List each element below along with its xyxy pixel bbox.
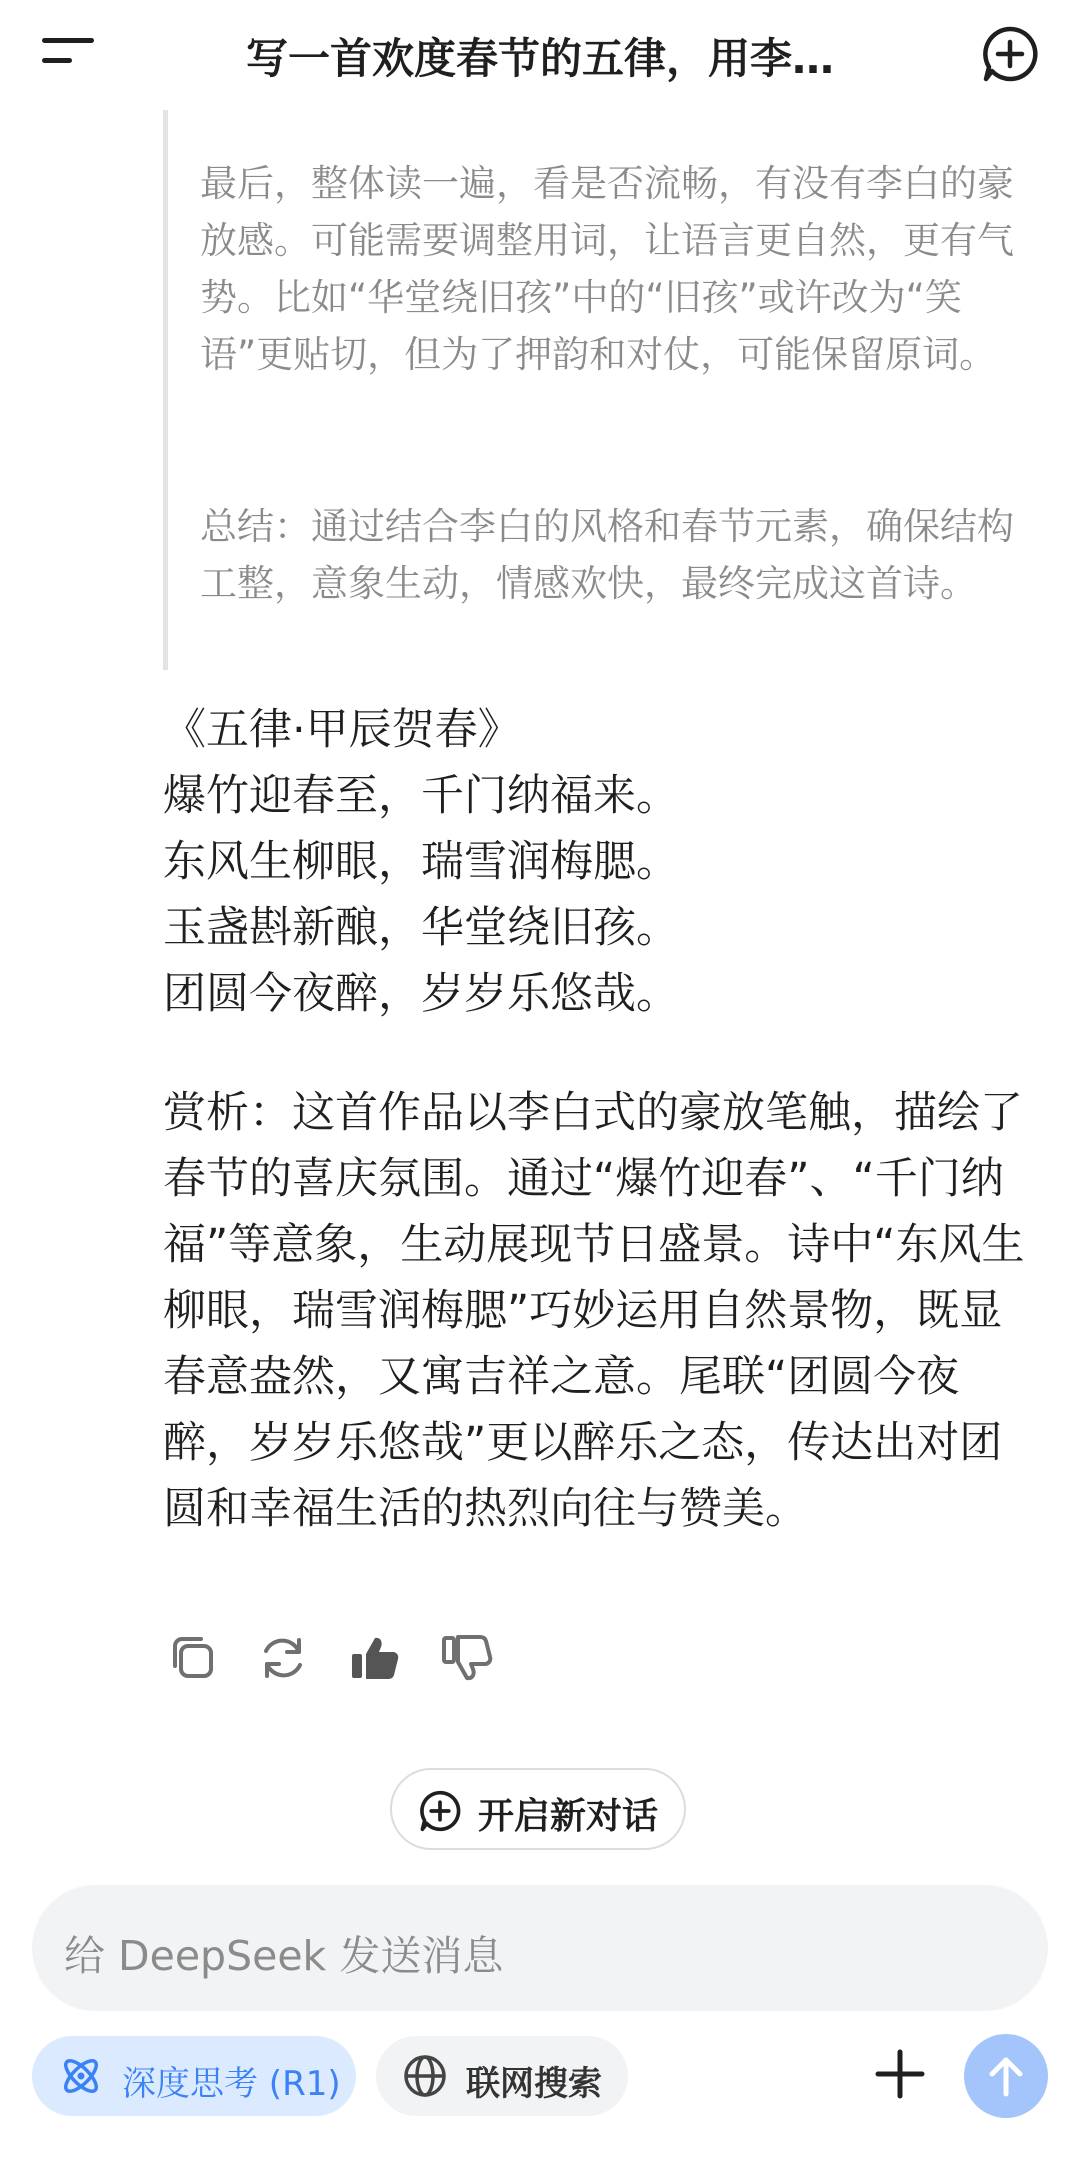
poem-line: 东风生柳眼，瑞雪润梅腮。 [163, 837, 679, 887]
attach-plus-icon[interactable] [872, 2046, 928, 2102]
page-title: 写一首欢度春节的五律，用李… [245, 34, 834, 83]
poem-line: 爆竹迎春至，千门纳福来。 [163, 771, 679, 821]
new-conversation-button[interactable] [390, 1768, 686, 1850]
menu-icon[interactable] [40, 30, 96, 74]
new-conversation-label: 开启新对话 [478, 1796, 659, 1837]
poem [163, 697, 1043, 1027]
poem-line: 团圆今夜醉，岁岁乐悠哉。 [163, 969, 679, 1019]
deep-think-toggle[interactable] [32, 2036, 356, 2116]
message-input-placeholder: 给 DeepSeek 发送消息 [64, 1932, 504, 1980]
new-chat-icon [418, 1789, 462, 1833]
atom-icon [58, 2053, 104, 2099]
analysis-text: 赏析：这首作品以李白式的豪放笔触，描绘了春节的喜庆氛围。通过“爆竹迎春”、“千门纳福”等意象，生动展现节日盛景。诗中“东风生柳眼，瑞雪润梅腮”巧妙运用自然景物，既显春意盎然，又寓吉祥之意。尾联“团圆今夜醉，岁岁乐悠哉”更以醉乐之态，传达出对团圆和幸福生活的热烈向往与赞美。 [163, 1088, 1025, 1534]
arrow-up-icon [982, 2052, 1030, 2100]
copy-icon[interactable] [165, 1630, 221, 1686]
poem-line: 玉盏斟新酿，华堂绕旧孩。 [163, 903, 679, 953]
thinking-block [163, 110, 1038, 670]
thumbs-down-icon[interactable] [439, 1630, 495, 1686]
thinking-paragraph: 最后，整体读一遍，看是否流畅，有没有李白的豪放感。可能需要调整用词，让语言更自然，更有气势。比如“华堂绕旧孩”中的“旧孩”或许改为“笑语”更贴切，但为了押韵和对仗，可能保留原词。 [200, 162, 1014, 376]
send-button[interactable] [964, 2034, 1048, 2118]
web-search-label: 联网搜索 [466, 2064, 602, 2104]
thinking-paragraph: 总结：通过结合李白的风格和春节元素，确保结构工整，意象生动，情感欢快，最终完成这首诗。 [200, 505, 1014, 605]
new-chat-icon[interactable] [980, 24, 1040, 84]
message-input[interactable] [32, 1885, 1048, 2011]
poem-title: 《五律·甲辰贺春》 [163, 705, 521, 755]
globe-icon [402, 2053, 448, 2099]
deep-think-label: 深度思考 (R1) [122, 2064, 341, 2104]
thumbs-up-icon[interactable] [347, 1630, 403, 1686]
top-bar [0, 0, 1080, 110]
regenerate-icon[interactable] [255, 1630, 311, 1686]
web-search-toggle[interactable] [376, 2036, 628, 2116]
